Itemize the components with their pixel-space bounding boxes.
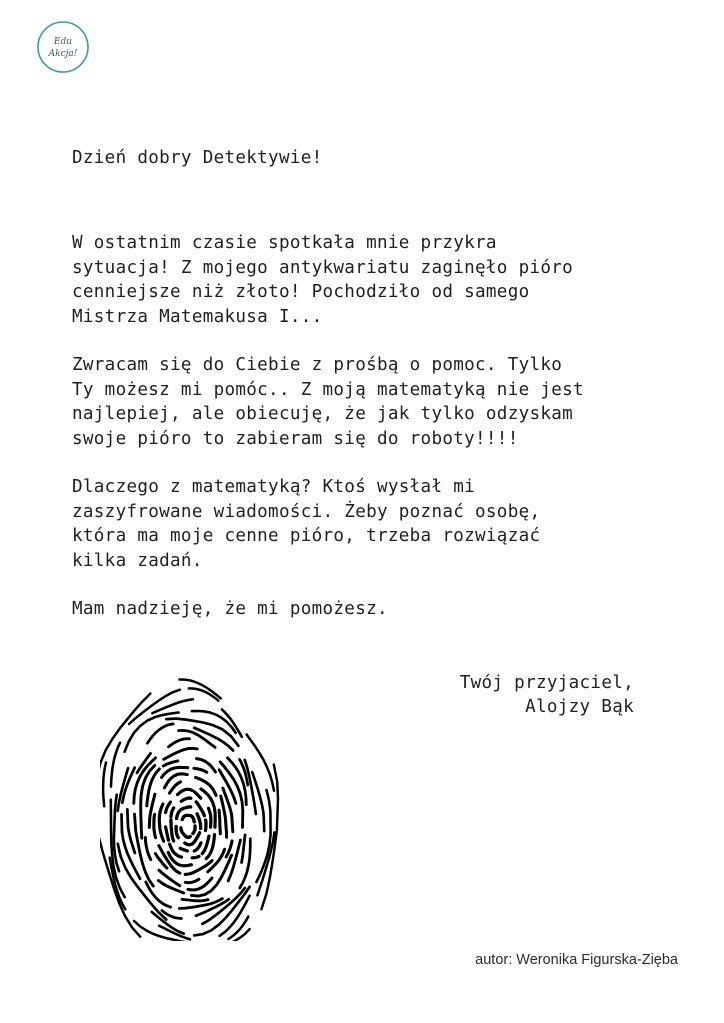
author-credit: autor: Weronika Figurska-Zięba: [475, 952, 678, 968]
greeting: Dzień dobry Detektywie!: [72, 148, 323, 168]
signature: [460, 671, 634, 720]
paragraph3-line: Dlaczego z matematyką? Ktoś wysłał mi: [72, 477, 476, 498]
fingerprint-icon: [100, 676, 290, 941]
paragraph3-line: zaszyfrowane wiadomości. Żeby poznać osobę,: [72, 501, 541, 522]
paragraph2-line: swoje pióro to zabieram się do roboty!!!!: [72, 428, 519, 449]
svg-text:Edu: Edu: [53, 37, 73, 47]
paragraph2-line: najlepiej, ale obiecuję, że jak tylko odzyskam: [72, 404, 574, 425]
letter-body: [72, 146, 672, 622]
paragraph3-line: która ma moje cenne pióro, trzeba rozwiązać: [72, 526, 541, 547]
closing-line: Mam nadzieję, że mi pomożesz.: [72, 599, 388, 620]
svg-text:Akcja!: Akcja!: [48, 49, 78, 59]
signature-salutation: Twój przyjaciel,: [459, 673, 634, 693]
signature-name: Alojzy Bąk: [525, 697, 634, 718]
edu-akcja-logo: [36, 20, 90, 74]
paragraph1-line: sytuacja! Z mojego antykwariatu zaginęło pióro: [72, 257, 574, 278]
paragraph1-line: W ostatnim czasie spotkała mnie przykra: [72, 233, 497, 254]
paragraph2-line: Ty możesz mi pomóc.. Z moją matematyką nie jest: [72, 379, 584, 400]
paragraph1-line: Mistrza Matemakusa I...: [72, 306, 323, 327]
paragraph3-line: kilka zadań.: [72, 550, 203, 571]
paragraph2-line: Zwracam się do Ciebie z prośbą o pomoc. Tylko: [72, 355, 563, 376]
paragraph1-line: cenniejsze niż złoto! Pochodziło od samego: [72, 282, 530, 303]
